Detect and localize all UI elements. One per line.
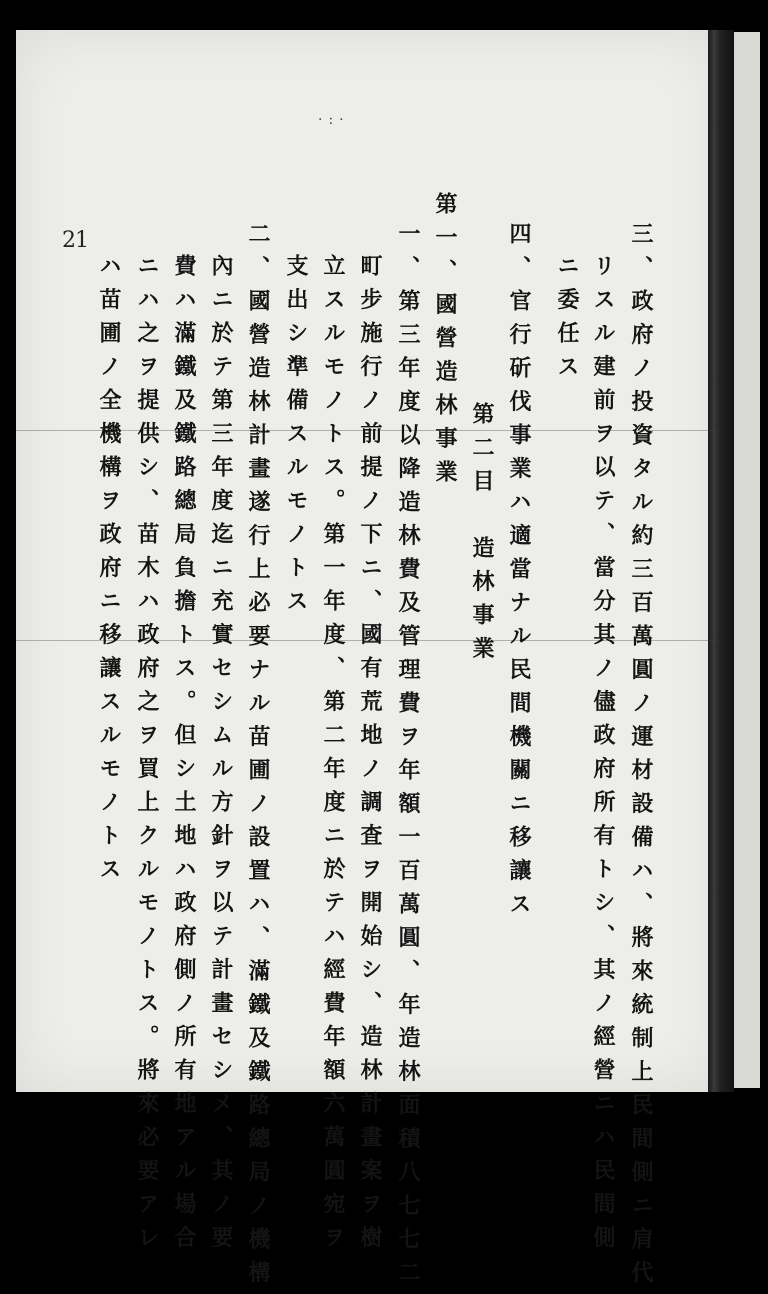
- text-column: 支出シ準備スルモノトス: [283, 254, 309, 623]
- text-column: 四、官行斫伐事業ハ適當ナル民間機關ニ移讓ス: [506, 222, 532, 926]
- text-column: 第二目 造林事業: [469, 402, 495, 670]
- page-number: 21: [62, 228, 88, 253]
- text-column: ニ委任ス: [554, 254, 580, 388]
- text-column: 內ニ於テ第三年度迄ニ充實セシムル方針ヲ以テ計畫セシメ、其ノ要: [208, 254, 234, 1259]
- text-column: 費ハ滿鐵及鐵路總局負擔トス。但シ土地ハ政府側ノ所有地アル場合: [171, 254, 197, 1259]
- text-column: 立スルモノトス。第一年度、第二年度ニ於テハ經費年額六萬圓宛ヲ: [320, 254, 346, 1259]
- text-column: 町步施行ノ前提ノ下ニ、國有荒地ノ調査ヲ開始シ、造林計畫案ヲ樹: [357, 254, 383, 1259]
- text-column: 三、政府ノ投資タル約三百萬圓ノ運材設備ハ、將來統制上民間側ニ肩代: [628, 222, 654, 1294]
- text-column: ニハ之ヲ提供シ、苗木ハ政府之ヲ買上クルモノトス。將來必要アレ: [134, 254, 160, 1259]
- text-column: 第一、國營造林事業: [432, 192, 458, 494]
- text-column: ハ苗圃ノ全機構ヲ政府ニ移讓スルモノトス: [96, 254, 122, 891]
- text-column: リスル建前ヲ以テ、當分其ノ儘政府所有トシ、其ノ經營ニハ民間側: [590, 254, 616, 1259]
- text-column: 二、國營造林計畫遂行上必要ナル苗圃ノ設置ハ、滿鐵及鐵路總局ノ機構: [245, 222, 271, 1294]
- margin-mark: ·:·: [318, 112, 350, 128]
- book-binding: [708, 30, 734, 1092]
- next-page-edge: [734, 32, 760, 1088]
- text-column: 一、第三年度以降造林費及管理費ヲ年額一百萬圓、年造林面積八七七二: [395, 222, 421, 1294]
